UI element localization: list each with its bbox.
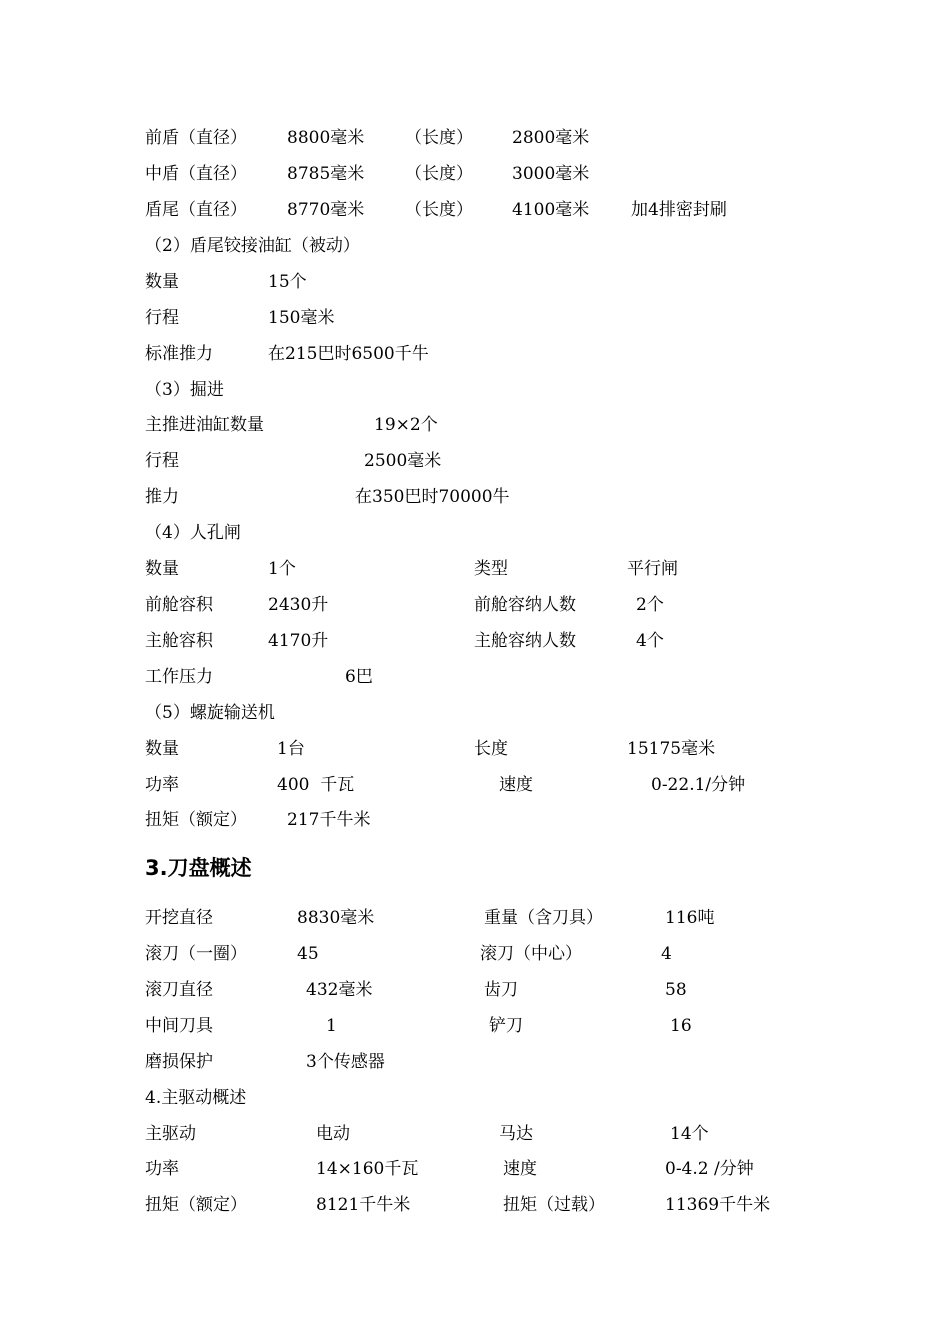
- label: 扭矩（额定）: [145, 810, 247, 830]
- label: 类型: [474, 559, 508, 579]
- label: 主舱容积: [145, 631, 213, 651]
- value: 3个传感器: [306, 1052, 385, 1072]
- label: 扭矩（过载）: [503, 1195, 605, 1215]
- label: 主驱动: [145, 1124, 196, 1144]
- value: 1台: [277, 739, 305, 759]
- label: 前舱容积: [145, 595, 213, 615]
- label: 主舱容纳人数: [474, 631, 576, 651]
- cutterhead-heading: 3.刀盘概述: [145, 856, 252, 880]
- value: 8785毫米: [287, 164, 365, 184]
- value: 4170升: [268, 631, 329, 651]
- value: 电动: [316, 1124, 350, 1144]
- label: 磨损保护: [145, 1052, 213, 1072]
- label: 数量: [145, 739, 179, 759]
- label: 滚刀（中心）: [480, 944, 582, 964]
- value: 58: [665, 980, 687, 1000]
- section-title: （3）掘进: [145, 380, 224, 400]
- label: 前舱容纳人数: [474, 595, 576, 615]
- value: 0-4.2 /分钟: [665, 1159, 754, 1179]
- label: 前盾（直径）: [145, 128, 247, 148]
- value: 4100毫米: [512, 200, 590, 220]
- label: 推力: [145, 487, 179, 507]
- label: 功率: [145, 1159, 179, 1179]
- label: 盾尾（直径）: [145, 200, 247, 220]
- section-title: （2）盾尾铰接油缸（被动）: [145, 236, 360, 256]
- label: 开挖直径: [145, 908, 213, 928]
- value: 19×2个: [374, 415, 438, 435]
- label: 速度: [503, 1159, 537, 1179]
- label: 中盾（直径）: [145, 164, 247, 184]
- label: 重量（含刀具）: [484, 908, 603, 928]
- label: 滚刀（一圈）: [145, 944, 247, 964]
- value: 14×160千瓦: [316, 1159, 419, 1179]
- value: 116吨: [665, 908, 715, 928]
- label: 铲刀: [489, 1016, 523, 1036]
- value: 4: [661, 944, 672, 964]
- label: 标准推力: [145, 344, 213, 364]
- value: 16: [670, 1016, 692, 1036]
- value: 8800毫米: [287, 128, 365, 148]
- value: 217千牛米: [287, 810, 371, 830]
- value: 2个: [636, 595, 664, 615]
- label: 功率: [145, 775, 179, 795]
- value: 15个: [268, 272, 307, 292]
- label: 滚刀直径: [145, 980, 213, 1000]
- value: 3000毫米: [512, 164, 590, 184]
- note: 加4排密封刷: [631, 200, 727, 220]
- label: 工作压力: [145, 667, 213, 687]
- label: 行程: [145, 308, 179, 328]
- label: （长度）: [405, 128, 473, 148]
- value: 在215巴时6500千牛: [268, 344, 429, 364]
- value: 2430升: [268, 595, 329, 615]
- value: 11369千牛米: [665, 1195, 771, 1215]
- value: 8121千牛米: [316, 1195, 411, 1215]
- label: 齿刀: [484, 980, 518, 1000]
- label: 数量: [145, 272, 179, 292]
- value: 432毫米: [306, 980, 373, 1000]
- value: 1个: [268, 559, 296, 579]
- label: 数量: [145, 559, 179, 579]
- label: 速度: [499, 775, 533, 795]
- value: 0-22.1/分钟: [651, 775, 746, 795]
- value: 8830毫米: [297, 908, 375, 928]
- section-title: 4.主驱动概述: [145, 1088, 247, 1108]
- label: 中间刀具: [145, 1016, 213, 1036]
- section-title: （4）人孔闸: [145, 523, 241, 543]
- value: 4个: [636, 631, 664, 651]
- value: 平行闸: [627, 559, 678, 579]
- value: 15175毫米: [627, 739, 716, 759]
- value: 6巴: [345, 667, 373, 687]
- value: 1: [326, 1016, 337, 1036]
- value: 400 千瓦: [277, 775, 355, 795]
- value: 2800毫米: [512, 128, 590, 148]
- label: （长度）: [405, 164, 473, 184]
- value: 8770毫米: [287, 200, 365, 220]
- label: 主推进油缸数量: [145, 415, 264, 435]
- value: 在350巴时70000牛: [355, 487, 510, 507]
- value: 150毫米: [268, 308, 335, 328]
- label: 长度: [474, 739, 508, 759]
- label: （长度）: [405, 200, 473, 220]
- value: 14个: [670, 1124, 709, 1144]
- section-title: （5）螺旋输送机: [145, 703, 275, 723]
- label: 扭矩（额定）: [145, 1195, 247, 1215]
- label: 行程: [145, 451, 179, 471]
- value: 45: [297, 944, 319, 964]
- value: 2500毫米: [364, 451, 442, 471]
- label: 马达: [499, 1124, 533, 1144]
